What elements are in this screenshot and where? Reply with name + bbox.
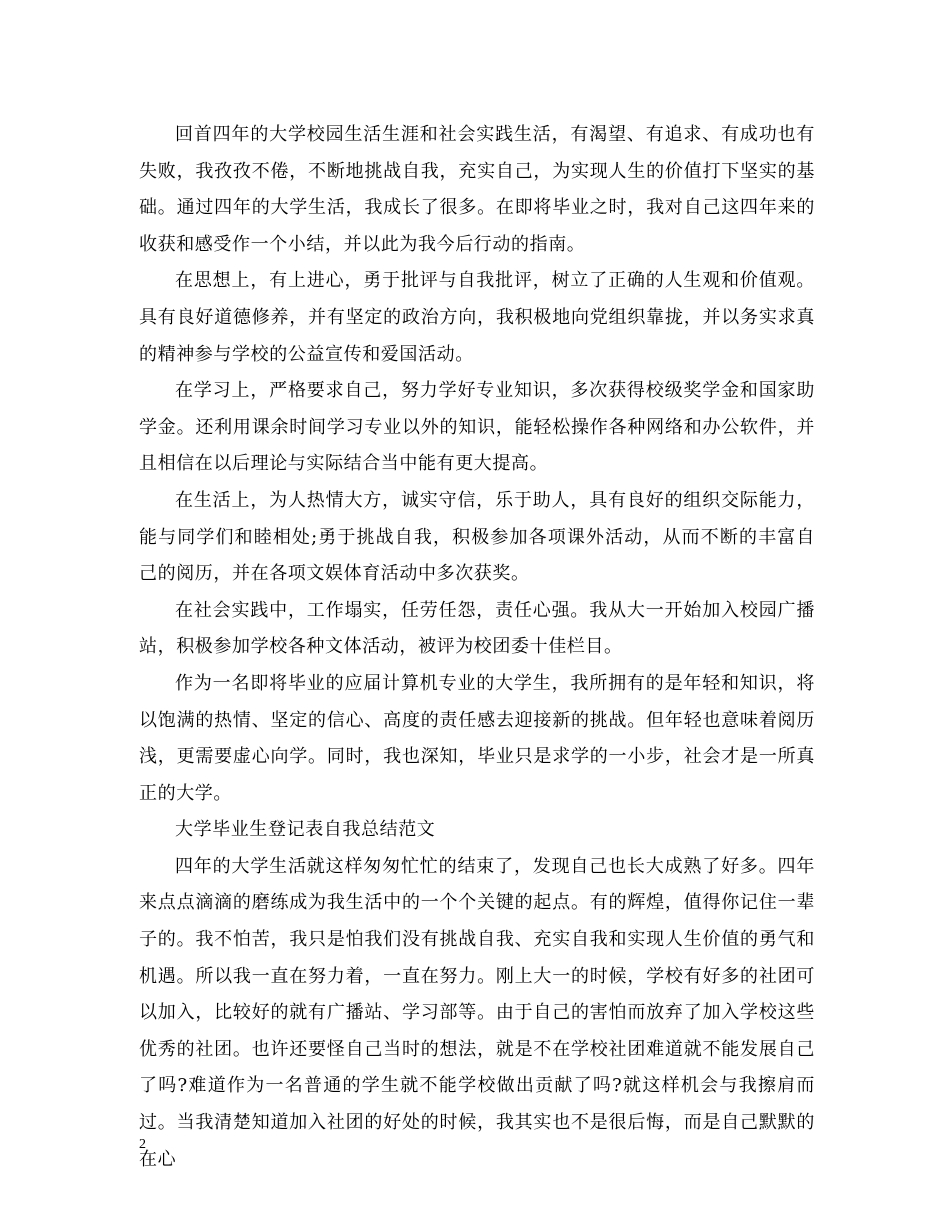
paragraph-graduate: 作为一名即将毕业的应届计算机专业的大学生，我所拥有的是年轻和知识，将以饱满的热情、坚定的信心、高度的责任感去迎接新的挑战。但年轻也意味着阅历浅，更需要虚心向学。同时，我也深知，毕业只是求学的一小步，社会才是一所真正的大学。: [139, 672, 815, 804]
paragraph-four-years: 四年的大学生活就这样匆匆忙忙的结束了，发现自己也长大成熟了好多。四年来点点滴滴的磨练成为我生活中的一个个关键的起点。有的辉煌，值得你记住一辈子的。我不怕苦，我只是怕我们没有挑战自我、充实自我和实现人生价值的勇气和机遇。所以我一直在努力着，一直在努力。刚上大一的时候，学校有好多的社团可以加入，比较好的就有广播站、学习部等。由于自己的害怕而放弃了加入学校这些优秀的社团。也许还要怪自己当时的想法，就是不在学校社团难道就不能发展自己了吗?难道作为一名普通的学生就不能学校做出贡献了吗?就这样机会与我擦肩而过。当我清楚知道加入社团的好处的时候，我其实也不是很后悔，而是自己默默的在心: [139, 855, 815, 1170]
paragraph-study: 在学习上，严格要求自己，努力学好专业知识，多次获得校级奖学金和国家助学金。还利用课余时间学习专业以外的知识，能轻松操作各种网络和办公软件，并且相信在以后理论与实际结合当中能有更大提高。: [139, 380, 815, 475]
document-body: [139, 117, 815, 1178]
paragraph-practice: 在社会实践中，工作塌实，任劳任怨，责任心强。我从大一开始加入校园广播站，积极参加学校各种文体活动，被评为校团委十佳栏目。: [139, 599, 815, 658]
paragraph-intro: 回首四年的大学校园生活生涯和社会实践生活，有渴望、有追求、有成功也有失败，我孜孜不倦，不断地挑战自我，充实自己，为实现人生的价值打下坚实的基础。通过四年的大学生活，我成长了很多。在即将毕业之时，我对自己这四年来的收获和感受作一个小结，并以此为我今后行动的指南。: [139, 124, 815, 255]
paragraph-life: 在生活上，为人热情大方，诚实守信，乐于助人，具有良好的组织交际能力，能与同学们和睦相处;勇于挑战自我，积极参加各项课外活动，从而不断的丰富自己的阅历，并在各项文娱体育活动中多次获奖。: [139, 489, 815, 585]
section-heading: 大学毕业生登记表自我总结范文: [175, 819, 436, 841]
paragraph-thought: 在思想上，有上进心，勇于批评与自我批评，树立了正确的人生观和价值观。具有良好道德修养，并有坚定的政治方向，我积极地向党组织靠拢，并以务实求真的精神参与学校的公益宣传和爱国活动。: [139, 270, 815, 365]
page-number: 2: [139, 1137, 146, 1152]
